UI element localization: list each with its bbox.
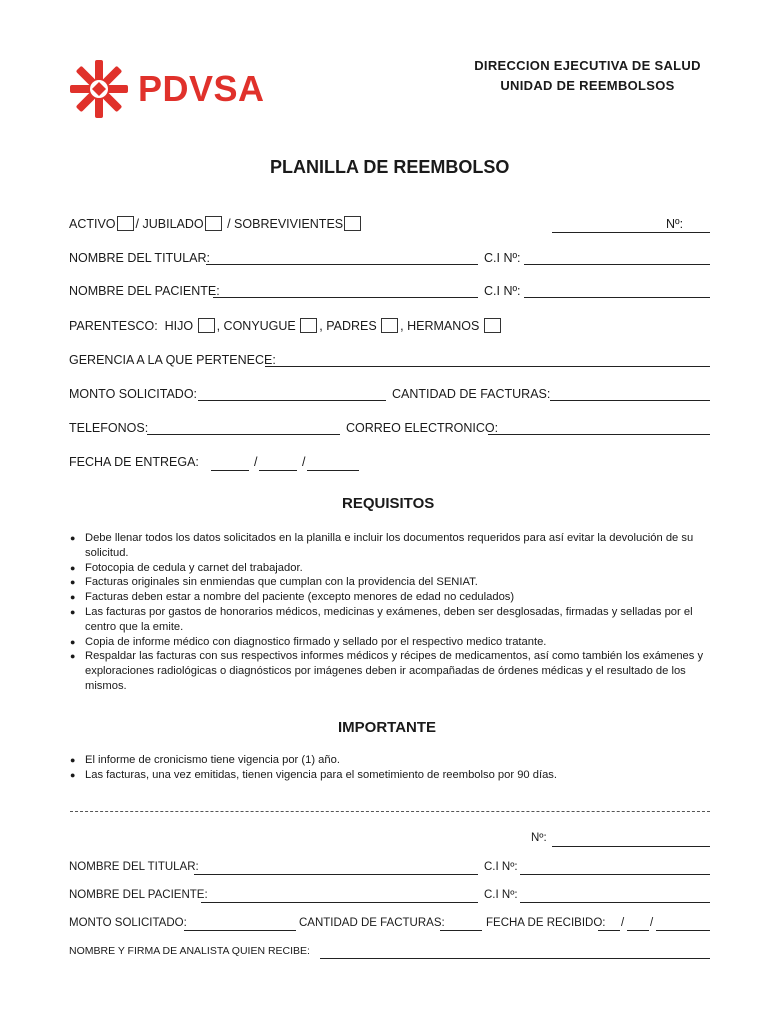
- label-nombre-paciente: NOMBRE DEL PACIENTE:: [69, 284, 220, 298]
- label-correo: CORREO ELECTRONICO:: [346, 421, 499, 435]
- list-item: ● Las facturas por gastos de honorarios médicos, medicinas y exámenes, deben ser desglosadas, firmadas y selladas por el centro que la emite.: [84, 605, 724, 635]
- pdvsa-logo: [68, 58, 283, 120]
- status-row: [69, 216, 363, 231]
- label-nombre-titular: NOMBRE DEL TITULAR:: [69, 251, 210, 265]
- checkbox-sobrevivientes[interactable]: [344, 216, 361, 231]
- receipt-label-analista: NOMBRE Y FIRMA DE ANALISTA QUIEN RECIBE:: [69, 945, 310, 957]
- checkbox-conyugue[interactable]: [300, 318, 317, 333]
- label-telefonos: TELEFONOS:: [69, 421, 149, 435]
- list-item: ● Fotocopia de cedula y carnet del trabajador.: [84, 561, 724, 576]
- label-jubilado: / JUBILADO: [135, 217, 204, 231]
- list-item: ● Facturas originales sin enmiendas que cumplan con la providencia del SENIAT.: [84, 575, 724, 590]
- requisitos-list: [70, 531, 724, 694]
- fecha-anio-field[interactable]: [307, 470, 359, 471]
- label-conyugue: , CONYUGUE: [216, 319, 296, 333]
- receipt-nombre-paciente-field[interactable]: [201, 902, 478, 903]
- receipt-label-ci-paciente: C.I Nº:: [484, 889, 518, 901]
- list-item: ● Facturas deben estar a nombre del paciente (excepto menores de edad no cedulados): [84, 590, 724, 605]
- receipt-ci-titular-field[interactable]: [520, 874, 710, 875]
- receipt-label-nombre-titular: NOMBRE DEL TITULAR:: [69, 861, 199, 873]
- label-monto: MONTO SOLICITADO:: [69, 387, 198, 401]
- receipt-monto-field[interactable]: [184, 930, 296, 931]
- receipt-label-cantidad: CANTIDAD DE FACTURAS:: [299, 917, 445, 929]
- list-item: ● Respaldar las facturas con sus respectivos informes médicos y récipes de medicamentos, así como también los exámenes y exploraciones radiológicas o diagnósticos por imágenes deben ir acompañadas de órdenes médicas y el resultado de los mismos.: [84, 649, 724, 693]
- receipt-ci-paciente-field[interactable]: [520, 902, 710, 903]
- fecha-mes-field[interactable]: [259, 470, 297, 471]
- gerencia-field[interactable]: [265, 366, 710, 367]
- checkbox-hermanos[interactable]: [484, 318, 501, 333]
- list-item: ● Las facturas, una vez emitidas, tienen vigencia para el sometimiento de reembolso por 90 días.: [84, 768, 724, 783]
- list-item: ● El informe de cronicismo tiene vigencia por (1) año.: [84, 753, 724, 768]
- label-fecha-entrega: FECHA DE ENTREGA:: [69, 455, 199, 469]
- label-parentesco: PARENTESCO:: [69, 319, 158, 333]
- pdvsa-sun-icon: [68, 58, 130, 120]
- checkbox-hijo[interactable]: [198, 318, 215, 333]
- fecha-slash-1: /: [254, 455, 258, 469]
- form-title: PLANILLA DE REEMBOLSO: [270, 157, 510, 177]
- label-activo: ACTIVO: [69, 217, 116, 231]
- logo-text: PDVSA: [138, 68, 265, 109]
- fecha-slash-2: /: [302, 455, 306, 469]
- nombre-paciente-field[interactable]: [213, 297, 478, 298]
- receipt-nombre-titular-field[interactable]: [194, 874, 478, 875]
- receipt-fecha-dia-field[interactable]: [598, 930, 620, 931]
- label-ci-titular: C.I Nº:: [484, 251, 521, 265]
- importante-list: [70, 753, 724, 783]
- label-hermanos: , HERMANOS: [400, 319, 480, 333]
- list-item: ● Debe llenar todos los datos solicitados en la planilla e incluir los documentos requeridos para así evitar la devolución de su solicitud.: [84, 531, 724, 561]
- checkbox-padres[interactable]: [381, 318, 398, 333]
- receipt-label-fecha-recibido: FECHA DE RECIBIDO:: [486, 917, 606, 929]
- receipt-fecha-mes-field[interactable]: [627, 930, 649, 931]
- parentesco-row: [69, 318, 503, 333]
- label-numero: Nº:: [666, 217, 684, 231]
- label-padres: , PADRES: [319, 319, 377, 333]
- label-hijo: HIJO: [164, 319, 194, 333]
- label-gerencia: GERENCIA A LA QUE PERTENECE:: [69, 353, 276, 367]
- receipt-fecha-slash-1: /: [621, 917, 625, 929]
- receipt-label-numero: Nº:: [531, 832, 547, 844]
- nombre-titular-field[interactable]: [206, 264, 478, 265]
- checkbox-jubilado[interactable]: [205, 216, 222, 231]
- ci-paciente-field[interactable]: [524, 297, 710, 298]
- ci-titular-field[interactable]: [524, 264, 710, 265]
- receipt-cantidad-field[interactable]: [440, 930, 482, 931]
- monto-field[interactable]: [198, 400, 386, 401]
- cantidad-field[interactable]: [550, 400, 710, 401]
- label-ci-paciente: C.I Nº:: [484, 284, 521, 298]
- header-line-1: DIRECCION EJECUTIVA DE SALUD: [474, 58, 701, 73]
- requisitos-title: REQUISITOS: [342, 495, 435, 512]
- receipt-analista-field[interactable]: [320, 958, 710, 959]
- label-sobrevivientes: / SOBREVIVIENTES: [227, 217, 344, 231]
- numero-field[interactable]: [552, 232, 710, 233]
- receipt-label-monto: MONTO SOLICITADO:: [69, 917, 187, 929]
- receipt-numero-field[interactable]: [552, 846, 710, 847]
- telefonos-field[interactable]: [147, 434, 340, 435]
- receipt-label-nombre-paciente: NOMBRE DEL PACIENTE:: [69, 889, 208, 901]
- correo-field[interactable]: [488, 434, 710, 435]
- receipt-label-ci-titular: C.I Nº:: [484, 861, 518, 873]
- checkbox-activo[interactable]: [117, 216, 134, 231]
- list-item: ● Copia de informe médico con diagnostico firmado y sellado por el respectivo medico tratante.: [84, 635, 724, 650]
- importante-title: IMPORTANTE: [338, 719, 437, 736]
- receipt-fecha-slash-2: /: [650, 917, 654, 929]
- cut-line: [70, 811, 710, 812]
- fecha-dia-field[interactable]: [211, 470, 249, 471]
- label-cantidad: CANTIDAD DE FACTURAS:: [392, 387, 551, 401]
- receipt-fecha-anio-field[interactable]: [656, 930, 710, 931]
- header-line-2: UNIDAD DE REEMBOLSOS: [500, 78, 675, 93]
